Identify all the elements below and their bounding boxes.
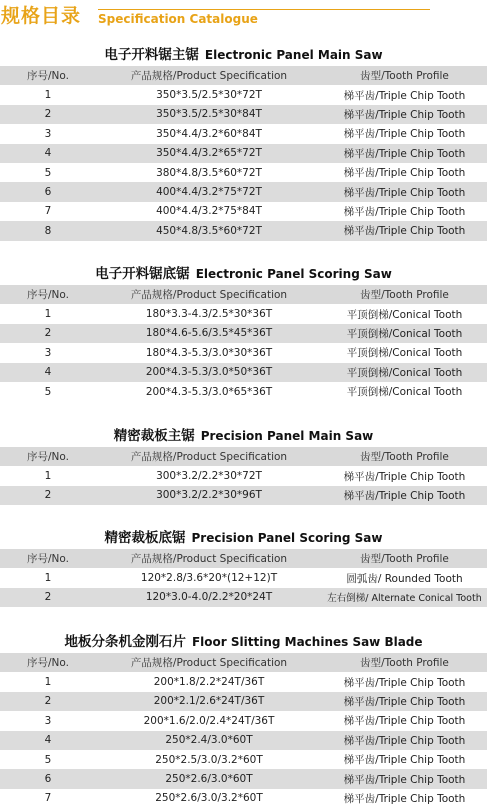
cell-spec: 200*1.6/2.0/2.4*24T/36T [96,711,322,730]
cell-spec: 380*4.8/3.5*60*72T [96,163,322,182]
cell-tooth: 梯平齿/Triple Chip Tooth [322,466,487,485]
section-title-zh: 地板分条机金刚石片 [64,634,186,650]
cell-spec: 350*4.4/3.2*60*84T [96,124,322,143]
section-title [0,527,487,549]
cell-tooth: 梯平齿/Triple Chip Tooth [322,711,487,730]
section-title-en: Electronic Panel Scoring Saw [195,267,392,281]
cell-tooth: 平顶倒梯/Conical Tooth [322,382,487,401]
cell-tooth: 梯平齿/Triple Chip Tooth [322,105,487,124]
cell-tooth: 平顶倒梯/Conical Tooth [322,363,487,382]
cell-no: 7 [0,789,96,808]
table-row [0,769,487,788]
column-header-spec: 产品规格/Product Specification [96,447,322,466]
cell-spec: 200*1.8/2.2*24T/36T [96,672,322,691]
cell-tooth: 梯平齿/Triple Chip Tooth [322,163,487,182]
cell-no: 2 [0,588,96,607]
cell-spec: 200*2.1/2.6*24T/36T [96,692,322,711]
cell-no: 3 [0,343,96,362]
column-header-tooth: 齿型/Tooth Profile [322,285,487,304]
cell-tooth: 梯平齿/Triple Chip Tooth [322,769,487,788]
cell-tooth: 梯平齿/Triple Chip Tooth [322,202,487,221]
header-rule [98,9,430,10]
cell-no: 2 [0,692,96,711]
table-row [0,672,487,691]
cell-no: 5 [0,750,96,769]
table-row [0,568,487,587]
cell-tooth: 梯平齿/Triple Chip Tooth [322,672,487,691]
table-row [0,711,487,730]
table-row [0,731,487,750]
cell-no: 1 [0,672,96,691]
section-title-zh: 电子开料锯底锯 [95,266,190,282]
cell-no: 2 [0,324,96,343]
column-header-no: 序号/No. [0,285,96,304]
cell-spec: 400*4.4/3.2*75*72T [96,182,322,201]
cell-no: 8 [0,221,96,240]
table-row [0,750,487,769]
table-row [0,304,487,323]
cell-tooth: 梯平齿/Triple Chip Tooth [322,486,487,505]
cell-no: 1 [0,568,96,587]
table-row [0,588,487,607]
column-header-tooth: 齿型/Tooth Profile [322,653,487,672]
cell-spec: 180*4.3-5.3/3.0*30*36T [96,343,322,362]
cell-no: 1 [0,466,96,485]
table-row [0,221,487,240]
column-header-spec: 产品规格/Product Specification [96,653,322,672]
cell-tooth: 平顶倒梯/Conical Tooth [322,324,487,343]
cell-spec: 350*3.5/2.5*30*72T [96,85,322,104]
cell-spec: 350*3.5/2.5*30*84T [96,105,322,124]
cell-spec: 120*3.0-4.0/2.2*20*24T [96,588,322,607]
table-row [0,105,487,124]
cell-no: 2 [0,486,96,505]
table-row [0,343,487,362]
cell-spec: 450*4.8/3.5*60*72T [96,221,322,240]
column-header-tooth: 齿型/Tooth Profile [322,549,487,568]
column-header-tooth: 齿型/Tooth Profile [322,447,487,466]
cell-no: 2 [0,105,96,124]
cell-tooth: 左右倒梯/ Alternate Conical Tooth [322,588,487,607]
cell-spec: 250*2.6/3.0*60T [96,769,322,788]
column-header-tooth: 齿型/Tooth Profile [322,66,487,85]
cell-spec: 250*2.5/3.0/3.2*60T [96,750,322,769]
cell-spec: 250*2.4/3.0*60T [96,731,322,750]
cell-spec: 180*3.3-4.3/2.5*30*36T [96,304,322,323]
table-row [0,144,487,163]
cell-spec: 400*4.4/3.2*75*84T [96,202,322,221]
cell-tooth: 梯平齿/Triple Chip Tooth [322,124,487,143]
cell-spec: 350*4.4/3.2*65*72T [96,144,322,163]
table-row [0,692,487,711]
section-title-en: Electronic Panel Main Saw [204,48,383,62]
table-row [0,486,487,505]
column-header-no: 序号/No. [0,66,96,85]
table-header-row [0,653,487,672]
section-title [0,263,487,285]
cell-tooth: 平顶倒梯/Conical Tooth [322,304,487,323]
cell-tooth: 梯平齿/Triple Chip Tooth [322,750,487,769]
spec-table [0,285,487,401]
cell-tooth: 圆弧齿/ Rounded Tooth [322,568,487,587]
section-title-zh: 精密裁板主锯 [113,428,195,444]
cell-no: 6 [0,769,96,788]
cell-tooth: 梯平齿/Triple Chip Tooth [322,789,487,808]
cell-tooth: 梯平齿/Triple Chip Tooth [322,182,487,201]
cell-no: 4 [0,363,96,382]
table-row [0,789,487,808]
table-header-row [0,66,487,85]
section-title-zh: 精密裁板底锯 [104,530,186,546]
section-title [0,631,487,653]
table-row [0,382,487,401]
section-1 [0,44,487,241]
cell-no: 6 [0,182,96,201]
column-header-no: 序号/No. [0,653,96,672]
catalogue-title-en: Specification Catalogue [98,12,258,26]
table-row [0,163,487,182]
catalogue-title-zh: 规格目录 [1,5,82,27]
section-3 [0,425,487,505]
cell-tooth: 梯平齿/Triple Chip Tooth [322,731,487,750]
column-header-spec: 产品规格/Product Specification [96,549,322,568]
cell-no: 4 [0,144,96,163]
column-header-no: 序号/No. [0,549,96,568]
cell-spec: 300*3.2/2.2*30*96T [96,486,322,505]
spec-table [0,447,487,505]
cell-spec: 200*4.3-5.3/3.0*50*36T [96,363,322,382]
spec-table [0,66,487,241]
column-header-spec: 产品规格/Product Specification [96,66,322,85]
table-row [0,182,487,201]
cell-tooth: 平顶倒梯/Conical Tooth [322,343,487,362]
cell-spec: 120*2.8/3.6*20*(12+12)T [96,568,322,587]
cell-tooth: 梯平齿/Triple Chip Tooth [322,221,487,240]
column-header-spec: 产品规格/Product Specification [96,285,322,304]
spec-table [0,549,487,607]
cell-no: 7 [0,202,96,221]
cell-tooth: 梯平齿/Triple Chip Tooth [322,144,487,163]
cell-no: 4 [0,731,96,750]
catalogue-header [0,0,487,32]
table-row [0,124,487,143]
cell-no: 3 [0,124,96,143]
table-row [0,202,487,221]
section-title [0,425,487,447]
table-header-row [0,549,487,568]
section-title [0,44,487,66]
cell-spec: 300*3.2/2.2*30*72T [96,466,322,485]
table-row [0,363,487,382]
cell-spec: 250*2.6/3.0/3.2*60T [96,789,322,808]
section-title-en: Floor Slitting Machines Saw Blade [191,635,423,649]
cell-no: 1 [0,85,96,104]
table-header-row [0,285,487,304]
cell-spec: 200*4.3-5.3/3.0*65*36T [96,382,322,401]
spec-table [0,653,487,808]
cell-no: 5 [0,382,96,401]
cell-no: 3 [0,711,96,730]
cell-no: 5 [0,163,96,182]
cell-tooth: 梯平齿/Triple Chip Tooth [322,85,487,104]
table-row [0,324,487,343]
table-row [0,85,487,104]
table-row [0,466,487,485]
section-5 [0,631,487,808]
cell-no: 1 [0,304,96,323]
table-header-row [0,447,487,466]
section-4 [0,527,487,607]
cell-spec: 180*4.6-5.6/3.5*45*36T [96,324,322,343]
column-header-no: 序号/No. [0,447,96,466]
section-title-en: Precision Panel Main Saw [200,429,374,443]
section-title-en: Precision Panel Scoring Saw [191,531,383,545]
section-2 [0,263,487,401]
cell-tooth: 梯平齿/Triple Chip Tooth [322,692,487,711]
section-title-zh: 电子开料锯主锯 [104,47,199,63]
